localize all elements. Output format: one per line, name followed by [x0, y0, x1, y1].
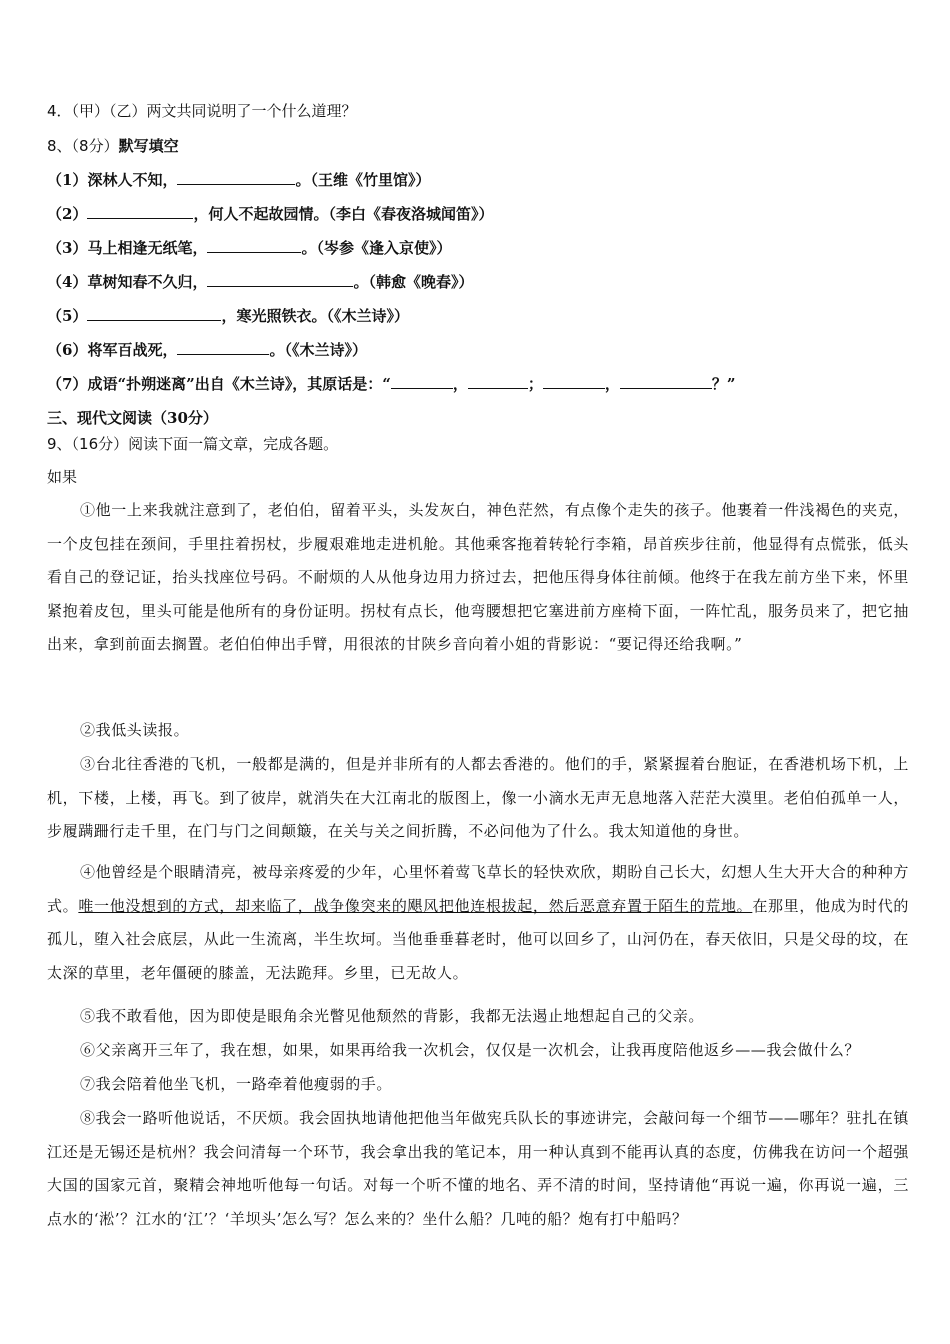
- item-number: （7）: [47, 375, 88, 393]
- paragraph-4-text-end: 在那里，他成为时代的孤儿，堕入社会底层，从此一生流离，半生坎坷。当他垂垂暮老时，他可以回乡了，山河仍在，春天依旧，只是父母的坟，在太深的草里，老年僵硬的膝盖，无法跪拜。乡里，已无故人。: [47, 896, 909, 982]
- answer-blank[interactable]: [391, 374, 453, 389]
- answer-blank[interactable]: [177, 170, 295, 185]
- item-text: 马上相逢无纸笔，: [87, 239, 208, 257]
- article-paragraph-5: ⑤我不敢看他，因为即使是眼角余光瞥见他颓然的背影，我都无法遏止地想起自己的父亲。: [80, 1007, 705, 1025]
- answer-blank[interactable]: [543, 374, 605, 389]
- item-source: 。（王维《竹里馆》）: [295, 171, 431, 189]
- underlined-sentence: 唯一他没想到的方式，却来临了，战争像突来的飓风把他连根拔起，然后恶意弃置于陌生的荒地。: [78, 896, 753, 915]
- article-paragraph-3: ③台北往香港的飞机，一般都是满的，但是并非所有的人都去香港的。他们的手，紧紧握着台胞证，在香港机场下机，上机，下楼，上楼，再飞。到了彼岸，就消失在大江南北的版图上，像一小滴水无声无息地落入茫茫大漠里。老伯伯孤单一人，步履蹒跚行走千里，在门与门之间颠簸，在关与关之间折腾，不必问他为了什么。我太知道他的身世。: [47, 755, 909, 841]
- answer-blank[interactable]: [87, 306, 221, 321]
- answer-blank[interactable]: [177, 340, 269, 355]
- item-source: 。（岑参《逢入京使》）: [301, 239, 452, 257]
- paragraph-4-text: ④他曾经是个眼睛清亮，被母亲疼爱的少年，心里怀着莺飞草长的轻快欢欣，期盼自己长大，幻想人生大开大合的种种方式。: [47, 863, 909, 915]
- question-8-heading: [47, 136, 910, 156]
- item-number: （1）: [47, 171, 88, 189]
- article-paragraph-2: ②我低头读报。: [80, 721, 190, 739]
- item-number: （4）: [47, 273, 88, 291]
- question-8-title: 默写填空: [118, 137, 179, 155]
- dictation-item-6: [47, 340, 910, 360]
- answer-blank[interactable]: [620, 374, 712, 389]
- item-number: （3）: [47, 239, 88, 257]
- item-number: （6）: [47, 341, 88, 359]
- answer-blank[interactable]: [207, 238, 301, 253]
- separator: ，: [452, 375, 468, 393]
- article-paragraph-6: ⑥父亲离开三年了，我在想，如果，如果再给我一次机会，仅仅是一次机会，让我再度陪他返乡——我会做什么？: [80, 1041, 861, 1059]
- question-9-instruction: 阅读下面一篇文章，完成各题。: [128, 435, 339, 453]
- article-paragraph-1: ①他一上来我就注意到了，老伯伯，留着平头，头发灰白，神色茫然，有点像个走失的孩子。他裹着一件浅褐色的夹克，一个皮包挂在颈间，手里拄着拐杖，步履艰难地走进机舱。其他乘客拖着转轮行李箱，昂首疾步往前，他显得有点慌张，低头看自己的登记证，抬头找座位号码。不耐烦的人从他身边用力挤过去，把他压得身体往前倾。他终于在我左前方坐下来，怀里紧抱着皮包，里头可能是他所有的身份证明。拐杖有点长，他弯腰想把它塞进前方座椅下面，一阵忙乱，服务员来了，把它抽出来，拿到前面去搁置。老伯伯伸出手臂，用很浓的甘陕乡音向着小姐的背影说：“要记得还给我啊。”: [47, 501, 909, 654]
- answer-blank[interactable]: [87, 204, 193, 219]
- item-text: 深林人不知，: [87, 171, 178, 189]
- dictation-item-4: [47, 272, 910, 292]
- separator: ，: [604, 375, 620, 393]
- separator: ；: [527, 375, 543, 393]
- dictation-item-1: [47, 170, 910, 190]
- item-source: ？”: [711, 375, 736, 393]
- article-paragraph-4: [47, 856, 909, 990]
- question-4: 4．（甲）（乙）两文共同说明了一个什么道理？: [47, 102, 357, 120]
- item-source: ，何人不起故园情。（李白《春夜洛城闻笛》）: [193, 205, 494, 223]
- dictation-item-2: [47, 204, 910, 224]
- dictation-item-5: [47, 306, 910, 326]
- item-text: 将军百战死，: [87, 341, 178, 359]
- item-source: 。（韩愈《晚春》）: [353, 273, 474, 291]
- question-9-number: 9、（16分）: [47, 435, 129, 453]
- question-8-number: 8、（8分）: [47, 137, 119, 155]
- item-text: 成语“扑朔迷离”出自《木兰诗》，其原话是：“: [87, 375, 391, 393]
- item-source: 。（《木兰诗》）: [269, 341, 367, 359]
- article-paragraph-7: ⑦我会陪着他坐飞机，一路牵着他瘦弱的手。: [80, 1075, 393, 1093]
- article-paragraph-8: ⑧我会一路听他说话，不厌烦。我会固执地请他把他当年做宪兵队长的事迹讲完，会敲问每一个细节——哪年？驻扎在镇江还是无锡还是杭州？我会问清每一个环节，我会拿出我的笔记本，用一种认真到不能再认真的态度，仿佛我在访问一个超强大国的国家元首，聚精会神地听他每一句话。对每一个听不懂的地名、弄不清的时间，坚持请他“再说一遍，你再说一遍，三点水的‘淞’？江水的‘江’？‘羊坝头’怎么写？怎么来的？坐什么船？几吨的船？炮有打中船吗？: [47, 1109, 909, 1228]
- answer-blank[interactable]: [468, 374, 528, 389]
- article-title: 如果: [47, 468, 78, 486]
- section-3-heading: 三、现代文阅读（30分）: [47, 409, 218, 427]
- item-source: ，寒光照铁衣。（《木兰诗》）: [221, 307, 409, 325]
- item-number: （2）: [47, 205, 88, 223]
- question-9-heading: [47, 434, 910, 454]
- item-number: （5）: [47, 307, 88, 325]
- item-text: 草树知春不久归，: [87, 273, 208, 291]
- dictation-item-7: [47, 374, 910, 394]
- answer-blank[interactable]: [207, 272, 353, 287]
- dictation-item-3: [47, 238, 910, 258]
